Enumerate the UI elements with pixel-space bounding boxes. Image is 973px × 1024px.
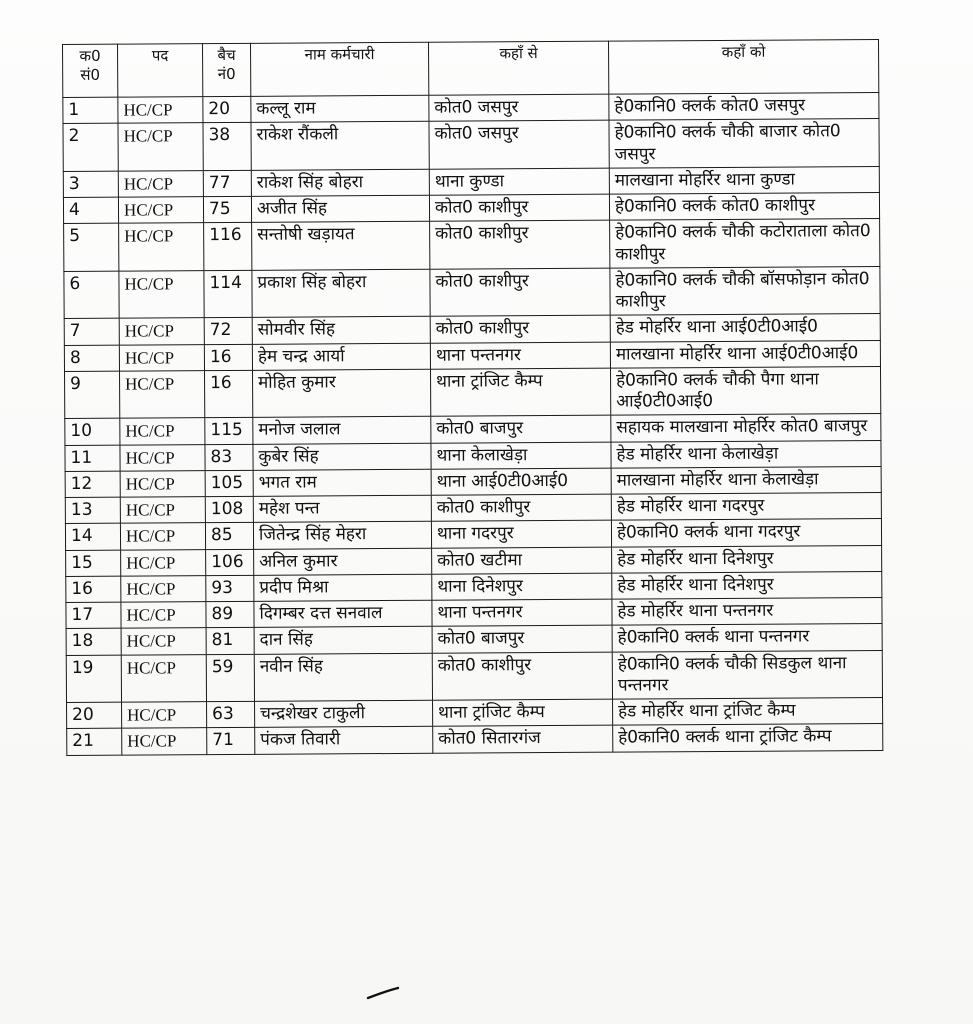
cell-post: HC/CP — [121, 628, 206, 655]
cell-batch: 106 — [206, 549, 254, 576]
signature-mark — [366, 986, 400, 1000]
cell-post: HC/CP — [122, 728, 207, 755]
table-row — [64, 366, 880, 418]
cell-name: मनोज जलाल — [253, 417, 431, 444]
cell-batch: 105 — [205, 470, 253, 497]
cell-sno: 8 — [64, 345, 119, 372]
cell-post: HC/CP — [119, 344, 204, 371]
cell-from: कोत0 सितारगंज — [433, 725, 613, 752]
cell-to: हेड मोहर्रिर थाना आई0टी0आई0 — [610, 314, 880, 342]
cell-from: थाना ट्रांजिट कैम्प — [430, 368, 610, 417]
cell-post: HC/CP — [121, 654, 206, 702]
cell-name: भगत राम — [253, 469, 431, 496]
cell-from: थाना कुण्डा — [429, 168, 609, 195]
cell-post: HC/CP — [119, 270, 204, 318]
cell-name: चन्द्रशेखर टाकुली — [255, 700, 433, 727]
cell-batch: 72 — [204, 318, 252, 345]
cell-batch: 38 — [203, 123, 251, 171]
cell-to: हेड मोहर्रिर थाना केलाखेड़ा — [611, 440, 881, 468]
cell-name: अनिल कुमार — [254, 548, 432, 575]
cell-post: HC/CP — [121, 549, 206, 576]
cell-sno: 6 — [64, 271, 119, 319]
cell-name: राकेश रौंकली — [251, 122, 429, 171]
cell-from: थाना ट्रांजिट कैम्प — [433, 699, 613, 726]
cell-from: कोत0 काशीपुर — [431, 494, 611, 521]
cell-batch: 81 — [206, 628, 254, 655]
cell-sno: 14 — [65, 523, 120, 550]
cell-to: हे0कानि0 क्लर्क थाना पन्तनगर — [612, 624, 882, 652]
cell-batch: 75 — [203, 196, 251, 223]
cell-sno: 15 — [66, 550, 121, 577]
cell-sno: 17 — [66, 602, 121, 629]
cell-from: थाना दिनेशपुर — [432, 573, 612, 600]
cell-from: कोत0 जसपुर — [429, 120, 609, 169]
header-batch: बैच नं0 — [203, 43, 251, 96]
cell-batch: 83 — [205, 444, 253, 471]
cell-to: हे0कानि0 क्लर्क चौकी बाजार कोत0 जसपुर — [609, 119, 879, 168]
cell-post: HC/CP — [122, 702, 207, 729]
cell-post: HC/CP — [119, 318, 204, 345]
header-post: पद — [118, 44, 203, 98]
table-row — [64, 219, 880, 271]
cell-to: हेड मोहर्रिर थाना गदरपुर — [611, 493, 881, 521]
cell-sno: 1 — [63, 97, 118, 124]
cell-batch: 93 — [206, 575, 254, 602]
cell-sno: 11 — [65, 445, 120, 472]
cell-to: हे0कानि0 क्लर्क कोत0 काशीपुर — [609, 193, 879, 221]
cell-post: HC/CP — [120, 523, 205, 550]
cell-sno: 4 — [63, 197, 118, 224]
cell-from: कोत0 बाजपुर — [431, 415, 611, 442]
cell-name: दान सिंह — [254, 627, 432, 654]
cell-from: कोत0 खटीमा — [432, 547, 612, 574]
cell-from: थाना केलाखेड़ा — [431, 442, 611, 469]
cell-to: हेड मोहर्रिर थाना दिनेशपुर — [612, 545, 882, 573]
cell-sno: 13 — [65, 497, 120, 524]
cell-to: हेड मोहर्रिर थाना ट्रांजिट कैम्प — [613, 698, 883, 726]
cell-name: दिगम्बर दत्त सनवाल — [254, 600, 432, 627]
cell-to: मालखाना मोहर्रिर थाना कुण्डा — [609, 166, 879, 194]
cell-name: प्रदीप मिश्रा — [254, 574, 432, 601]
cell-name: महेश पन्त — [253, 495, 431, 522]
cell-to: हे0कानि0 क्लर्क थाना गदरपुर — [611, 519, 881, 547]
transfer-table — [62, 39, 883, 755]
cell-sno: 3 — [63, 171, 118, 198]
table-row — [66, 650, 882, 702]
cell-name: हेम चन्द्र आर्या — [252, 343, 430, 370]
cell-name: जितेन्द्र सिंह मेहरा — [253, 522, 431, 549]
cell-post: HC/CP — [121, 575, 206, 602]
header-name: नाम कर्मचारी — [250, 42, 428, 96]
table-row — [64, 266, 880, 318]
cell-batch: 63 — [207, 701, 255, 728]
cell-sno: 18 — [66, 628, 121, 655]
cell-name: नवीन सिंह — [254, 653, 432, 702]
cell-name: कुबेर सिंह — [253, 443, 431, 470]
cell-from: कोत0 काशीपुर — [432, 652, 612, 701]
cell-name: सन्तोषी खड़ायत — [252, 222, 430, 271]
cell-to: हे0कानि0 क्लर्क चौकी कटोराताला कोत0 काशीपुर — [610, 219, 880, 268]
cell-post: HC/CP — [118, 123, 203, 171]
cell-from: कोत0 जसपुर — [429, 94, 609, 121]
cell-name: पंकज तिवारी — [255, 726, 433, 753]
cell-post: HC/CP — [118, 97, 203, 124]
cell-to: सहायक मालखाना मोहर्रिर कोत0 बाजपुर — [611, 414, 881, 442]
cell-name: मोहित कुमार — [252, 369, 430, 418]
cell-batch: 116 — [204, 223, 252, 271]
header-to: कहाँ को — [608, 40, 878, 95]
cell-batch: 85 — [205, 523, 253, 550]
cell-from: थाना आई0टी0आई0 — [431, 468, 611, 495]
cell-name: सोमवीर सिंह — [252, 317, 430, 344]
cell-batch: 77 — [203, 170, 251, 197]
cell-sno: 21 — [67, 728, 122, 755]
table-body — [63, 93, 883, 755]
cell-batch: 20 — [203, 96, 251, 123]
cell-post: HC/CP — [121, 602, 206, 629]
cell-from: थाना पन्तनगर — [432, 599, 612, 626]
cell-post: HC/CP — [120, 470, 205, 497]
cell-to: मालखाना मोहर्रिर थाना केलाखेड़ा — [611, 466, 881, 494]
cell-name: कल्लू राम — [251, 95, 429, 122]
cell-post: HC/CP — [120, 497, 205, 524]
cell-batch: 89 — [206, 601, 254, 628]
cell-post: HC/CP — [119, 223, 204, 271]
table-header-row — [63, 40, 879, 98]
cell-batch: 71 — [207, 728, 255, 755]
cell-name: अजीत सिंह — [251, 195, 429, 222]
cell-to: मालखाना मोहर्रिर थाना आई0टी0आई0 — [610, 340, 880, 368]
cell-from: कोत0 काशीपुर — [430, 315, 610, 342]
cell-from: कोत0 बाजपुर — [432, 625, 612, 652]
cell-to: हे0कानि0 क्लर्क चौकी सिडकुल थाना पन्तनगर — [612, 650, 882, 699]
cell-to: हेड मोहर्रिर थाना पन्तनगर — [612, 598, 882, 626]
cell-post: HC/CP — [120, 444, 205, 471]
cell-from: कोत0 काशीपुर — [430, 268, 610, 317]
cell-to: हेड मोहर्रिर थाना दिनेशपुर — [612, 571, 882, 599]
cell-sno: 9 — [64, 371, 119, 419]
cell-batch: 108 — [205, 496, 253, 523]
cell-post: HC/CP — [118, 170, 203, 197]
cell-from: थाना पन्तनगर — [430, 342, 610, 369]
cell-to: हे0कानि0 क्लर्क कोत0 जसपुर — [609, 93, 879, 121]
table-row — [63, 119, 879, 171]
cell-batch: 16 — [204, 370, 252, 418]
cell-sno: 20 — [67, 702, 122, 729]
cell-sno: 10 — [65, 418, 120, 445]
cell-sno: 16 — [66, 576, 121, 603]
cell-sno: 7 — [64, 318, 119, 345]
header-from: कहाँ से — [428, 41, 608, 95]
cell-from: कोत0 काशीपुर — [429, 194, 609, 221]
cell-batch: 115 — [205, 418, 253, 445]
table-row — [67, 724, 883, 755]
cell-to: हे0कानि0 क्लर्क चौकी पैगा थाना आई0टी0आई0 — [610, 366, 880, 415]
cell-name: राकेश सिंह बोहरा — [251, 169, 429, 196]
cell-to: हे0कानि0 क्लर्क थाना ट्रांजिट कैम्प — [613, 724, 883, 752]
cell-batch: 59 — [206, 654, 254, 702]
cell-batch: 114 — [204, 270, 252, 318]
cell-batch: 16 — [204, 344, 252, 371]
cell-post: HC/CP — [118, 197, 203, 224]
cell-sno: 19 — [66, 655, 121, 703]
cell-to: हे0कानि0 क्लर्क चौकी बॉसफोड़ान कोत0 काशीपुर — [610, 266, 880, 315]
cell-sno: 5 — [64, 223, 119, 271]
cell-name: प्रकाश सिंह बोहरा — [252, 269, 430, 318]
header-sno: क0 सं0 — [63, 44, 118, 97]
cell-sno: 2 — [63, 123, 118, 171]
cell-from: थाना गदरपुर — [431, 520, 611, 547]
cell-from: कोत0 काशीपुर — [430, 220, 610, 269]
cell-post: HC/CP — [120, 418, 205, 445]
cell-sno: 12 — [65, 471, 120, 498]
cell-post: HC/CP — [119, 370, 204, 418]
